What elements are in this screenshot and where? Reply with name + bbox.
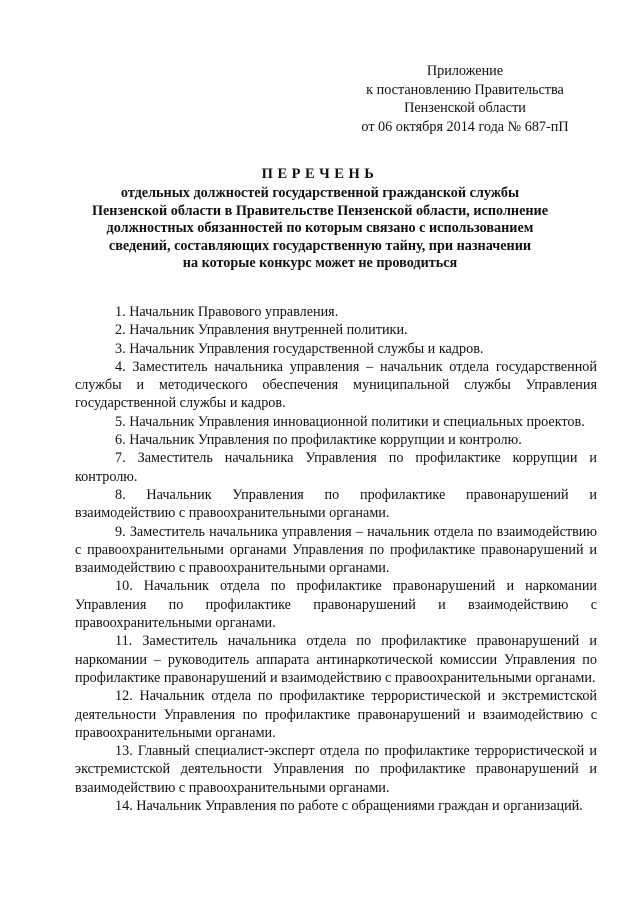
list-item: 9. Заместитель начальника управления – начальник отдела по взаимодействию с правоохранительными органами Управления по профилактике правонарушений и взаимодействию с правоохранительными органами. bbox=[75, 523, 597, 577]
document-title: ПЕРЕЧЕНЬ bbox=[261, 166, 379, 182]
subtitle-line: на которые конкурс может не проводиться bbox=[182, 255, 458, 271]
position-list bbox=[75, 303, 597, 815]
list-item: 5. Начальник Управления инновационной политики и специальных проектов. bbox=[115, 413, 585, 430]
list-item: 3. Начальник Управления государственной службы и кадров. bbox=[115, 340, 484, 357]
appendix-date-number: от 06 октября 2014 года № 687-пП bbox=[361, 118, 569, 135]
list-item: 8. Начальник Управления по профилактике правонарушений и взаимодействию с правоохранительными органами. bbox=[75, 486, 597, 522]
list-item: 4. Заместитель начальника управления – начальник отдела государственной службы и методического обеспечения муниципальной службы Управления государственной службы и кадров. bbox=[75, 358, 597, 412]
appendix-title: Приложение bbox=[426, 63, 504, 79]
list-item: 6. Начальник Управления по профилактике коррупции и контролю. bbox=[115, 432, 522, 449]
list-item: 14. Начальник Управления по работе с обращениями граждан и организаций. bbox=[115, 798, 583, 815]
subtitle-line: сведений, составляющих государственную тайну, при назначении bbox=[108, 237, 532, 254]
list-item: 13. Главный специалист-эксперт отдела по профилактике террористической и экстремистской деятельности Управления по профилактике правонарушений и взаимодействию с правоохранительными органами. bbox=[75, 743, 597, 796]
appendix-region: Пензенской области bbox=[404, 100, 526, 116]
subtitle-line: отдельных должностей государственной гражданской службы bbox=[120, 185, 520, 201]
list-item: 2. Начальник Управления внутренней политики. bbox=[115, 322, 408, 339]
appendix-resolution-ref: к постановлению Правительства bbox=[366, 81, 564, 98]
list-item: 10. Начальник отдела по профилактике правонарушений и наркомании Управления по профилактике правонарушений и взаимодействию с правоохранительными органами. bbox=[75, 578, 597, 632]
list-item: 1. Начальник Правового управления. bbox=[115, 304, 339, 320]
appendix-block bbox=[300, 62, 630, 136]
subtitle-line: должностных обязанностей по которым связано с использованием bbox=[106, 220, 534, 236]
list-item: 12. Начальник отдела по профилактике террористической и экстремистской деятельности Управления по профилактике правонарушений и взаимодействию с правоохранительными органами. bbox=[75, 688, 597, 741]
subtitle-line: Пензенской области в Правительстве Пензенской области, исполнение bbox=[91, 202, 549, 219]
list-item: 7. Заместитель начальника Управления по профилактике коррупции и контролю. bbox=[75, 450, 597, 485]
list-item: 11. Заместитель начальника отдела по профилактике правонарушений и наркомании – руководитель аппарата антинаркотической комиссии Управления по профилактике правонарушений и взаимодействию с правоохранительными органами. bbox=[75, 633, 597, 686]
document-subtitle bbox=[40, 185, 600, 273]
